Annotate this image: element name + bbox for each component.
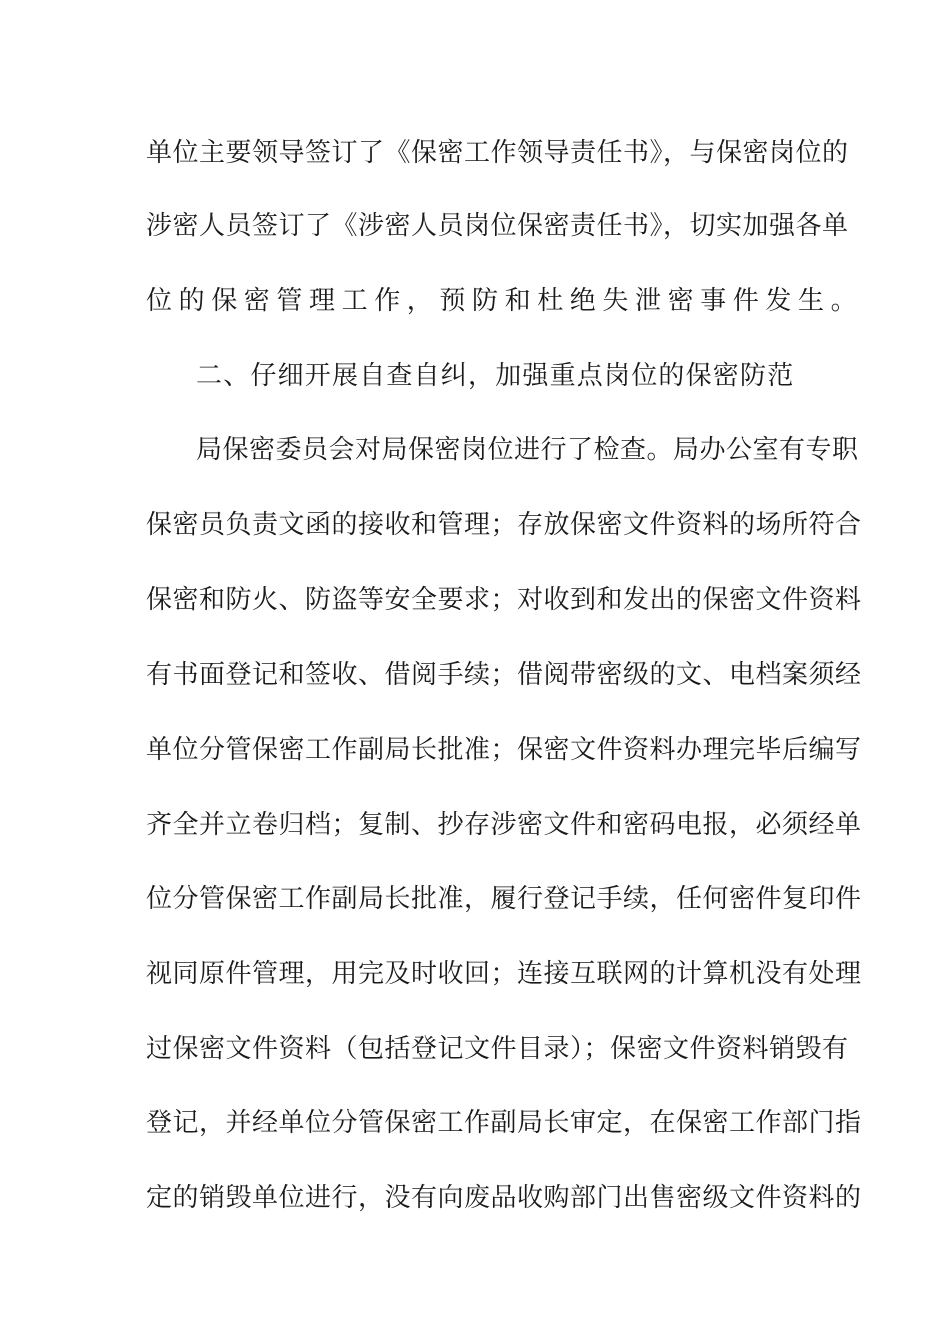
paragraph-line: 保密员负责文函的接收和管理；存放保密文件资料的场所符合 — [146, 510, 862, 540]
paragraph-line: 过保密文件资料（包括登记文件目录）；保密文件资料销毁有 — [146, 1034, 849, 1064]
paragraph-line: 单位主要领导签订了《保密工作领导责任书》，与保密岗位的 — [146, 138, 849, 168]
paragraph-line: 位的保密管理工作，预防和杜绝失泄密事件发生。 — [146, 286, 864, 316]
paragraph-line: 局保密委员会对局保密岗位进行了检查。局办公室有专职 — [196, 435, 859, 465]
paragraph-line: 齐全并立卷归档；复制、抄存涉密文件和密码电报，必须经单 — [146, 810, 862, 840]
paragraph-line: 定的销毁单位进行，没有向废品收购部门出售密级文件资料的 — [146, 1183, 862, 1213]
section-heading: 二、仔细开展自查自纠，加强重点岗位的保密防范 — [196, 361, 795, 391]
paragraph-line: 涉密人员签订了《涉密人员岗位保密责任书》，切实加强各单 — [146, 211, 849, 241]
paragraph-line: 视同原件管理，用完及时收回；连接互联网的计算机没有处理 — [146, 959, 862, 989]
paragraph-line: 登记，并经单位分管保密工作副局长审定，在保密工作部门指 — [146, 1108, 862, 1138]
paragraph-line: 位分管保密工作副局长批准，履行登记手续，任何密件复印件 — [146, 884, 862, 914]
paragraph-line: 保密和防火、防盗等安全要求；对收到和发出的保密文件资料 — [146, 585, 862, 615]
paragraph-line: 单位分管保密工作副局长批准；保密文件资料办理完毕后编写 — [146, 735, 862, 765]
paragraph-line: 有书面登记和签收、借阅手续；借阅带密级的文、电档案须经 — [146, 660, 862, 690]
